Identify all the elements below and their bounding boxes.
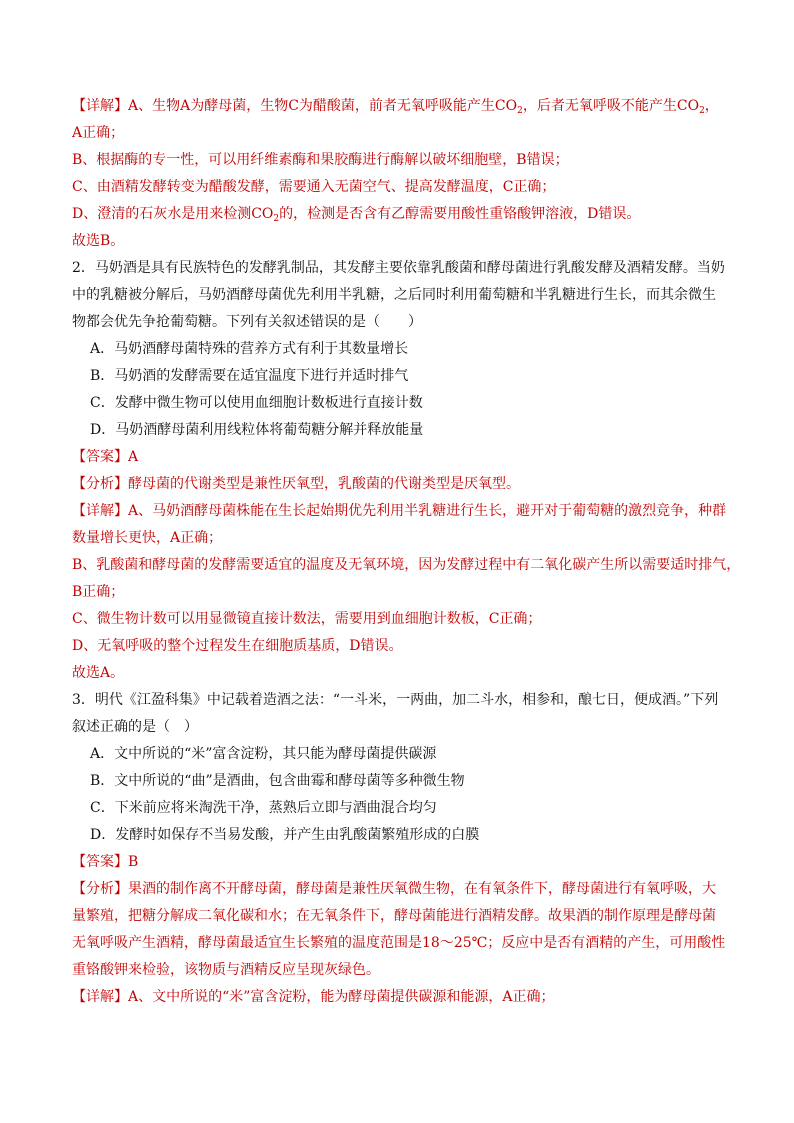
- q2-option-d: D．马奶酒酵母菌利用线粒体将葡萄糖分解并释放能量: [90, 422, 424, 438]
- q2-stem-2: 中的乳糖被分解后，马奶酒酵母菌优先利用半乳糖，之后同时利用葡萄糖和半乳糖进行生长，而其余微生: [72, 287, 716, 303]
- q2-choice: 故选A。: [72, 665, 125, 681]
- co2-subscript: 2: [517, 106, 523, 116]
- q1-choice: 故选B。: [72, 233, 125, 249]
- q2-detail-d: D、无氧呼吸的整个过程发生在细胞质基质，D错误。: [72, 638, 403, 654]
- q2-answer-value: A: [128, 449, 139, 465]
- q3-answer-tag: 【答案】: [72, 854, 128, 870]
- q1-detail-c: C、由酒精发酵转变为醋酸发酵，需要通入无菌空气、提高发酵温度，C正确；: [72, 179, 556, 195]
- q2-stem-1: 2．马奶酒是具有民族特色的发酵乳制品，其发酵主要依靠乳酸菌和酵母菌进行乳酸发酵及酒精发酵。当奶: [72, 260, 725, 276]
- q1-detail-d-part1: D、澄清的石灰水是用来检测CO: [72, 206, 274, 222]
- q3-detail-a-text: A、文中所说的“米”富含淀粉，能为酵母菌提供碳源和能源，A正确；: [128, 989, 555, 1005]
- q2-detail-a-cont: 数量增长更快，A正确；: [72, 530, 223, 546]
- q3-stem-1: 3．明代《江盈科集》中记载着造酒之法：“一斗米，一两曲，加二斗水，相参和，酿七日，便成酒。”下列: [72, 692, 719, 708]
- q2-answer-tag: 【答案】: [72, 449, 128, 465]
- q3-analysis-text-1: 果酒的制作离不开酵母菌，酵母菌是兼性厌氧微生物，在有氧条件下，酵母菌进行有氧呼吸，大: [128, 881, 716, 897]
- document-body: [72, 93, 741, 1011]
- q2-stem-3: 物都会优先争抢葡萄糖。下列有关叙述错误的是（ ）: [72, 314, 422, 330]
- q2-option-c: C．发酵中微生物可以使用血细胞计数板进行直接计数: [90, 395, 423, 411]
- q2-detail-a: [72, 498, 732, 525]
- q2-option-b: B．马奶酒的发酵需要在适宜温度下进行并适时排气: [90, 368, 409, 384]
- q1-detail-tag: 【详解】: [72, 98, 128, 114]
- q3-analysis-4: 重铬酸钾来检验，该物质与酒精反应呈现灰绿色。: [72, 962, 380, 978]
- q1-detail-a-part2: ，后者无氧呼吸不能产生CO: [522, 98, 700, 114]
- q1-detail-a-line: [72, 93, 732, 120]
- q3-answer: [72, 849, 732, 876]
- co2-subscript: 2: [699, 106, 705, 116]
- q2-option-a: A．马奶酒酵母菌特殊的营养方式有利于其数量增长: [90, 341, 409, 357]
- q3-option-a: A．文中所说的“米”富含淀粉，其只能为酵母菌提供碳源: [90, 746, 437, 762]
- q3-option-c: C．下米前应将米淘洗干净，蒸熟后立即与酒曲混合均匀: [90, 800, 437, 816]
- co2-subscript: 2: [273, 214, 280, 224]
- q3-analysis-3: 无氧呼吸产生酒精，酵母菌最适宜生长繁殖的温度范围是18～25℃；反应中是否有酒精的产生，可用酸性: [72, 935, 726, 951]
- q2-analysis-text: 酵母菌的代谢类型是兼性厌氧型，乳酸菌的代谢类型是厌氧型。: [128, 476, 520, 492]
- q2-detail-a-text: A、马奶酒酵母菌株能在生长起始期优先利用半乳糖进行生长，避开对于葡萄糖的激烈竞争，种群: [128, 503, 727, 519]
- q3-analysis-tag: 【分析】: [72, 881, 128, 897]
- q3-analysis-1: [72, 876, 732, 903]
- q2-detail-c: C、微生物计数可以用显微镜直接计数法，需要用到血细胞计数板，C正确；: [72, 611, 542, 627]
- q1-detail-a-part3: ，: [704, 98, 719, 114]
- q2-analysis: [72, 471, 732, 498]
- q2-detail-b: B、乳酸菌和酵母菌的发酵需要适宜的温度及无氧环境，因为发酵过程中有二氧化碳产生所以需要适时排气，: [72, 557, 741, 573]
- q3-detail-tag: 【详解】: [72, 989, 128, 1005]
- q2-analysis-tag: 【分析】: [72, 476, 128, 492]
- q2-detail-b-cont: B正确；: [72, 584, 125, 600]
- q3-answer-value: B: [128, 854, 139, 870]
- q3-stem-2: 叙述正确的是（ ）: [72, 719, 198, 735]
- q1-detail-a-part1: A、生物A为酵母菌，生物C为醋酸菌，前者无氧呼吸能产生CO: [128, 98, 518, 114]
- q3-detail-a: [72, 984, 732, 1011]
- q1-detail-d: [72, 201, 732, 228]
- q2-detail-tag: 【详解】: [72, 503, 128, 519]
- q2-answer: [72, 444, 732, 471]
- q1-detail-b: B、根据酶的专一性，可以用纤维素酶和果胶酶进行酶解以破坏细胞壁，B错误；: [72, 152, 569, 168]
- q3-option-b: B．文中所说的“曲”是酒曲，包含曲霉和酵母菌等多种微生物: [90, 773, 465, 789]
- q1-detail-a-cont: A正确；: [72, 125, 125, 141]
- q3-analysis-2: 量繁殖，把糖分解成二氧化碳和水；在无氧条件下，酵母菌能进行酒精发酵。故果酒的制作原理是酵母菌: [72, 908, 716, 924]
- q3-option-d: D．发酵时如保存不当易发酸，并产生由乳酸菌繁殖形成的白膜: [90, 827, 480, 843]
- q1-detail-d-part2: 的，检测是否含有乙醇需要用酸性重铬酸钾溶液，D错误。: [279, 206, 641, 222]
